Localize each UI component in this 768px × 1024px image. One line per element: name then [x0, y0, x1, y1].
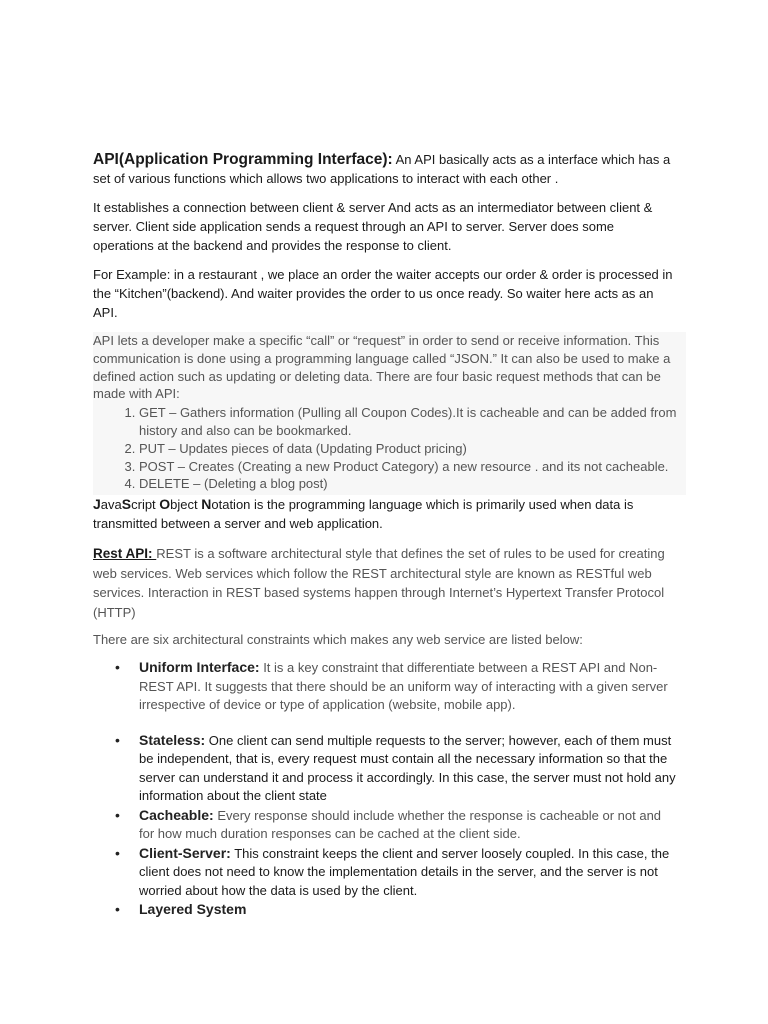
json-text-ava: ava	[100, 497, 122, 513]
method-delete: 4. DELETE – (Deleting a blog post)	[139, 475, 686, 493]
bullet-icon: •	[115, 806, 120, 823]
constraints-intro: There are six architectural constraints which makes any web service are listed below:	[93, 632, 583, 648]
json-text-bject: bject	[170, 497, 202, 513]
json-letter-s: S	[121, 496, 132, 513]
api-definition-text: An API basically acts as a interface which has a set of various functions which allows two applications to interact with each other .	[93, 152, 671, 186]
constraint-uniform-interface	[115, 658, 678, 715]
constraint-title: Uniform Interface:	[139, 659, 260, 676]
json-text-cript: cript	[131, 497, 160, 513]
json-letter-o: O	[159, 496, 171, 513]
constraint-stateless	[115, 731, 678, 806]
api-definition	[93, 150, 678, 188]
rest-api-paragraph	[93, 544, 678, 622]
bullet-icon: •	[115, 659, 120, 676]
json-text-rest: otation is the programming language which is primarily used when data is transmitted between a server and web application.	[93, 497, 634, 532]
constraint-title: Client-Server:	[139, 844, 231, 861]
constraint-cacheable	[115, 806, 678, 844]
json-letter-j: J	[93, 496, 101, 513]
api-methods-intro: API lets a developer make a specific “call” or “request” in order to send or receive information. This communication is done using a programming language called “JSON.” It can also be used to make a defined action such as updating or deleting data. There are four basic request methods that can be made with API:	[93, 333, 671, 402]
bullet-icon: •	[115, 731, 120, 748]
constraint-text: Every response should include whether the response is cacheable or not and for how much duration responses can be cached at the client side.	[139, 807, 662, 842]
constraint-text: It is a key constraint that differentiate between a REST API and Non-REST API. It suggests that there should be an uniform way of interacting with a given server irrespective of device or type of application (website, mobile app).	[139, 660, 668, 713]
constraint-text: One client can send multiple requests to the server; however, each of them must be independent, that is, every request must contain all the necessary information so that the server can understand it and process it accordingly. In this case, the server must not hold any information about the client state	[139, 732, 676, 804]
bullet-icon: •	[115, 901, 120, 918]
method-put: 2. PUT – Updates pieces of data (Updating Product pricing)	[139, 440, 686, 458]
rest-api-heading: Rest API:	[93, 546, 157, 562]
constraint-title: Cacheable:	[139, 806, 214, 823]
constraints-list	[93, 658, 678, 920]
json-letter-n: N	[201, 496, 212, 513]
constraint-title: Stateless:	[139, 731, 206, 748]
example-paragraph: For Example: in a restaurant , we place an order the waiter accepts our order & order is processed in the “Kitchen”(backend). And waiter provides the order to us once ready. So waiter here acts as an API.	[93, 267, 673, 320]
bullet-icon: •	[115, 844, 120, 861]
constraint-client-server	[115, 844, 678, 901]
constraint-text: This constraint keeps the client and server loosely coupled. In this case, the client does not need to know the implementation details in the server, and the server is not worried about how the data is used by the client.	[139, 845, 670, 898]
constraint-layered-system	[115, 900, 678, 920]
method-post: 3. POST – Creates (Creating a new Product Category) a new resource . and its not cacheable.	[139, 458, 686, 476]
method-get: 1. GET – Gathers information (Pulling all Coupon Codes).It is cacheable and can be added from history and also can be bookmarked.	[139, 404, 686, 440]
rest-api-text: REST is a software architectural style that defines the set of rules to be used for creating web services. Web services which follow the REST architectural style are known as RESTful web services. Interaction in REST based systems happen through Internet’s Hypertext Transfer Protocol (HTTP)	[93, 546, 665, 620]
api-definition-heading: API(Application Programming Interface):	[93, 151, 393, 168]
constraint-title: Layered System	[139, 901, 247, 918]
api-methods-list	[93, 404, 686, 493]
json-definition	[93, 495, 678, 533]
connection-paragraph: It establishes a connection between client & server And acts as an intermediator between client & server. Client side application sends a request through an API to server. Server does some operations at the backend and provides the response to client.	[93, 200, 653, 253]
api-methods-block	[93, 332, 686, 495]
document-content	[93, 150, 678, 920]
